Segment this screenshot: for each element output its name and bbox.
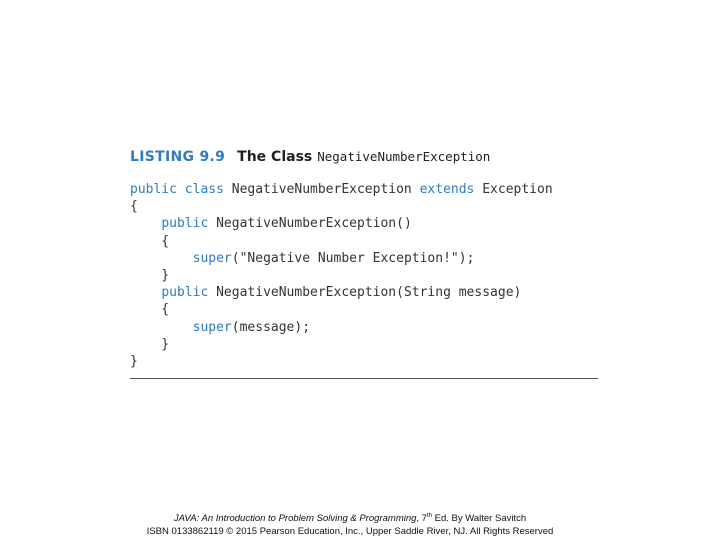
- code-keyword: public: [161, 285, 209, 301]
- code-indent: [130, 320, 193, 335]
- code-line: [130, 181, 553, 198]
- listing-divider: [130, 378, 598, 379]
- code-indent: [130, 285, 161, 300]
- code-text: NegativeNumberException(): [208, 216, 412, 232]
- footer-edition-prefix: , 7: [416, 513, 427, 524]
- code-indent: [130, 251, 193, 266]
- code-listing: [130, 181, 553, 370]
- code-text: NegativeNumberException(String message): [208, 285, 522, 301]
- code-keyword: public class: [130, 182, 224, 197]
- code-line: [130, 284, 553, 301]
- code-keyword: super: [192, 319, 232, 335]
- slide-footer: [0, 512, 700, 538]
- code-line: {: [130, 233, 170, 249]
- code-line: [130, 319, 553, 336]
- code-keyword: extends: [419, 182, 475, 197]
- listing-header: [130, 149, 490, 171]
- footer-citation: [0, 512, 700, 525]
- code-text: ("Negative Number Exception!");: [231, 250, 475, 266]
- code-line: {: [130, 199, 138, 215]
- code-indent: [130, 216, 161, 231]
- code-keyword: super: [192, 250, 232, 266]
- footer-book-title: JAVA: An Introduction to Problem Solving & Programming: [173, 513, 417, 524]
- code-keyword: public: [161, 216, 209, 232]
- footer-edition-suffix: Ed. By Walter Savitch: [431, 513, 527, 524]
- code-line: {: [130, 302, 170, 318]
- footer-edition-sup: th: [426, 512, 432, 519]
- listing-number: LISTING 9.9: [130, 149, 226, 165]
- code-text: (message);: [231, 319, 311, 335]
- code-line: }: [130, 336, 170, 352]
- listing-class-name: NegativeNumberException: [317, 149, 491, 164]
- code-text: NegativeNumberException: [223, 182, 420, 197]
- code-line: [130, 250, 553, 267]
- listing-title-prefix: The Class: [237, 149, 313, 165]
- code-line: }: [130, 267, 170, 283]
- code-text: Exception: [474, 182, 553, 197]
- footer-copyright: ISBN 0133862119 © 2015 Pearson Education, Inc., Upper Saddle River, NJ. All Rights Reserved: [146, 526, 554, 537]
- code-line: }: [130, 353, 138, 369]
- code-line: [130, 215, 553, 232]
